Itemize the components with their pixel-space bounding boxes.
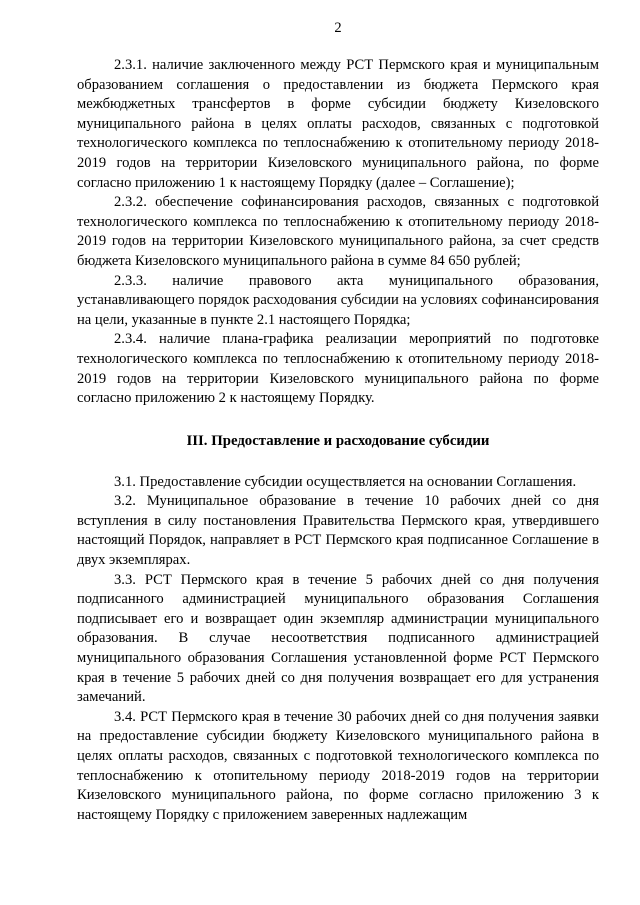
paragraph-2-3-4: 2.3.4. наличие плана-графика реализации мероприятий по подготовке технологического комплекса по теплоснабжению к отопительному периоду 2018-2019 годов на территории Кизеловского муниципального района по форме согласно приложению 2 к настоящему Порядку. bbox=[77, 331, 599, 407]
paragraph-3-1: 3.1. Предоставление субсидии осуществляется на основании Соглашения. bbox=[114, 473, 577, 490]
document-page bbox=[77, 18, 599, 825]
paragraph-2-3-3: 2.3.3. наличие правового акта муниципального образования, устанавливающего порядок расходования субсидии на условиях софинансирования на цели, указанные в пункте 2.1 настоящего Порядка; bbox=[77, 272, 599, 328]
paragraph-3-4: 3.4. РСТ Пермского края в течение 30 рабочих дней со дня получения заявки на предоставление субсидии бюджету Кизеловского муниципального района в целях оплаты расходов, связанных с подготовкой технологического комплекса по теплоснабжению к отопительному периоду 2018-2019 годов на территории Кизеловского муниципального района, по форме согласно приложению 3 к настоящему Порядку с приложением заверенных надлежащим bbox=[77, 708, 599, 823]
paragraph-3-2: 3.2. Муниципальное образование в течение 10 рабочих дней со дня вступления в силу постановления Правительства Пермского края, утвердившего настоящий Порядок, направляет в РСТ Пермского края подписанное Соглашение в двух экземплярах. bbox=[77, 493, 599, 569]
paragraph-2-3-1: 2.3.1. наличие заключенного между РСТ Пермского края и муниципальным образованием соглашения о предоставлении из бюджета Пермского края межбюджетных трансфертов в форме субсидии бюджету Кизеловского муниципального района в целях оплаты расходов, связанных с подготовкой технологического комплекса по теплоснабжению к отопительному периоду 2018-2019 годов на территории Кизеловского муниципального района, по форме согласно приложению 1 к настоящему Порядку (далее – Соглашение); bbox=[77, 57, 599, 191]
paragraph-2-3-2: 2.3.2. обеспечение софинансирования расходов, связанных с подготовкой технологического комплекса по теплоснабжению к отопительному периоду 2018-2019 годов на территории Кизеловского муниципального района, за счет средств бюджета Кизеловского муниципального района в сумме 84 650 рублей; bbox=[77, 194, 599, 269]
page-number: 2 bbox=[334, 20, 342, 36]
paragraph-3-3: 3.3. РСТ Пермского края в течение 5 рабочих дней со дня получения подписанного администрацией муниципального образования Соглашения подписывает его и возвращает один экземпляр администрации муниципального образования. В случае несоответствия подписанного администрацией муниципального образования Соглашения установленной форме РСТ Пермского края в течение 5 рабочих дней со дня получения возвращает его для устранения замечаний. bbox=[77, 571, 599, 706]
section-heading: III. Предоставление и расходование субсидии bbox=[186, 432, 490, 449]
